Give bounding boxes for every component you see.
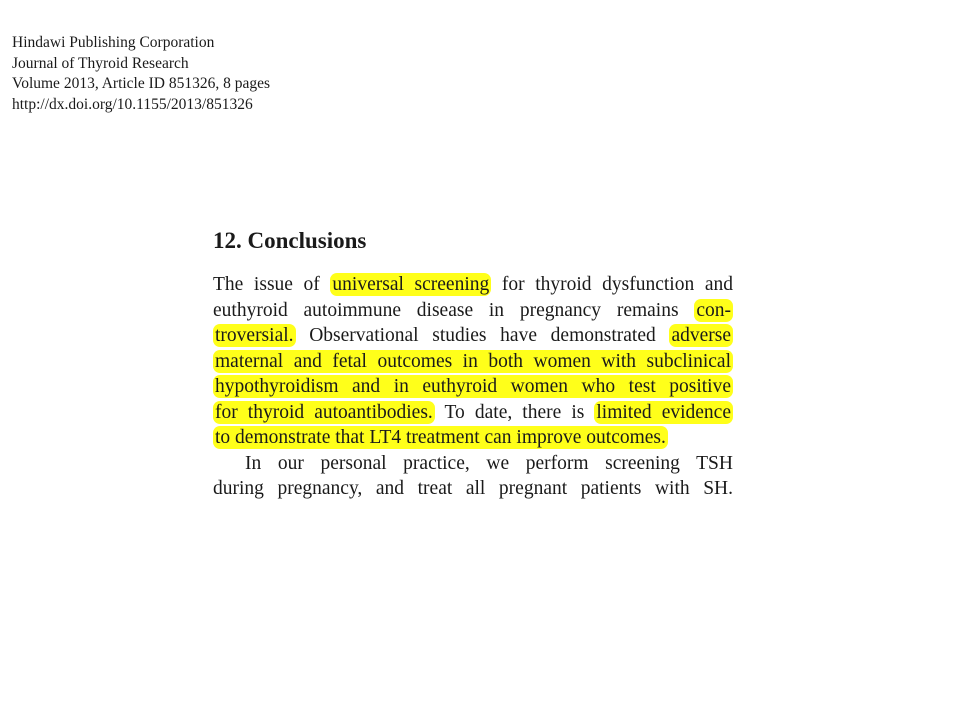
section-title: 12. Conclusions (213, 228, 367, 253)
text-segment: Observational studies have demonstrated (295, 325, 670, 346)
highlighted-text: troversial. (215, 325, 294, 346)
highlighted-text: limited evidence (596, 401, 731, 423)
text-segment: during pregnancy, and treat all pregnant patients with SH. (213, 478, 733, 499)
text-line (213, 476, 733, 502)
conclusions-section (213, 226, 733, 502)
highlighted-text: maternal and fetal outcomes in both women with subclinical (215, 350, 731, 372)
highlighted-text: universal screening (332, 274, 490, 295)
text-segment: for thyroid dysfunction and (491, 274, 733, 295)
highlighted-text: for thyroid autoantibodies. (215, 401, 433, 423)
highlighted-text: to demonstrate that LT4 treatment can improve outcomes. (215, 427, 666, 448)
text-line (213, 272, 733, 298)
conclusions-paragraph (213, 272, 733, 502)
journal-name: Journal of Thyroid Research (12, 54, 189, 72)
highlighted-text: adverse (671, 325, 731, 346)
highlighted-text: hypothyroidism and in euthyroid women who test positive (215, 376, 731, 397)
text-segment: In our personal practice, we perform screening TSH (245, 452, 733, 474)
text-line (213, 323, 733, 349)
doi-link[interactable]: http://dx.doi.org/10.1155/2013/851326 (12, 95, 253, 113)
text-line (213, 374, 733, 400)
publisher-name: Hindawi Publishing Corporation (12, 34, 215, 51)
volume-info: Volume 2013, Article ID 851326, 8 pages (12, 75, 271, 92)
text-segment: The issue of (213, 274, 331, 295)
text-segment: To date, there is (434, 401, 595, 423)
text-line (213, 298, 733, 324)
text-segment: euthyroid autoimmune disease in pregnancy remains (213, 299, 695, 321)
journal-header (12, 33, 270, 115)
text-line (213, 451, 733, 477)
text-line (213, 400, 733, 426)
text-line (213, 349, 733, 375)
highlighted-text: con- (696, 299, 731, 321)
text-line (213, 425, 733, 451)
